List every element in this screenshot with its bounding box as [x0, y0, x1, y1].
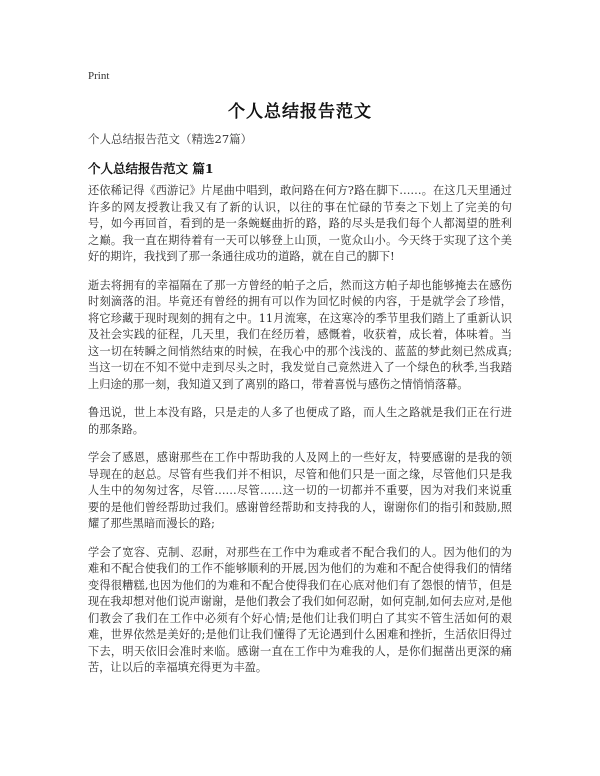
- document-subtitle: 个人总结报告范文（精选27篇）: [88, 132, 253, 146]
- document-body: [88, 183, 512, 689]
- paragraph-5: 学会了宽容、克制、忍耐，对那些在工作中为难或者不配合我们的人。因为他们的为难和不配合使我们的工作不能够顺利的开展,因为他们的为难和不配合使得我们的情绪变得很糟糕,也因为他们的为难和不配合使得我们在心底对他们有了怨恨的情节，但是现在我却想对他们说声谢谢，是他们教会了我们如何忍耐，如何克制,如何去应对,是他们教会了我们在工作中必须有个好心情;是他们让我们明白了其实不管生活如何的艰难，世界依然是美好的;是他们让我们懂得了无论遇到什么困难和挫折，生活依旧得过下去，明天依旧会准时来临。感谢一直在工作中为难我的人，是你们掘凿出更深的痛苦，让以后的幸福填充得更为丰盈。: [88, 545, 512, 674]
- paragraph-1: 还依稀记得《西游记》片尾曲中唱到，敢问路在何方?路在脚下……。在这几天里通过许多的网友授教让我又有了新的认识，以往的事在忙碌的节奏之下划上了完美的句号，如今再回首，看到的是一条蜿蜒曲折的路，路的尽头是我们每个人都渴望的胜利之巅。我一直在期待着有一天可以够登上山顶，一览众山小。今天终于实现了这个美好的期许，我找到了那一条通往成功的道路，就在自己的脚下!: [88, 184, 512, 263]
- page-title: 个人总结报告范文: [228, 102, 372, 122]
- paragraph-2: 逝去将拥有的幸福隔在了那一方曾经的帕子之后，然而这方帕子却也能够掩去在感伤时刻滴落的泪。毕竟还有曾经的拥有可以作为回忆时候的内容，于是就学会了珍惜，将它珍藏于现时现刻的拥有之中。11月流寒，在这寒冷的季节里我们踏上了重新认识及社会实践的征程，几天里，我们在经历着，感慨着，收获着，成长着，体味着。当这一切在转瞬之间悄然结束的时候，在我心中的那个浅浅的、蓝蓝的梦此刻已然成真;当这一切在不知不觉中走到尽头之时，我发觉自己竟然进入了一个绿色的秋季,当我踏上归途的那一刻，我知道又到了离别的路口，带着喜悦与感伤之情悄悄落幕。: [88, 278, 512, 391]
- print-link[interactable]: Print: [88, 70, 110, 82]
- paragraph-3: 鲁迅说，世上本没有路，只是走的人多了也便成了路，而人生之路就是我们正在行进的那条路。: [88, 406, 512, 436]
- paragraph-4: 学会了感恩，感谢那些在工作中帮助我的人及网上的一些好友，特要感谢的是我的领导现在的赵总。尽管有些我们并不相识，尽管和他们只是一面之缘，尽管他们只是我人生中的匆匆过客，尽管……尽管……这一切的一切都并不重要，因为对我们来说重要的是他们曾经帮助过我们。感谢曾经帮助和支持我的人，谢谢你们的指引和鼓励,照耀了那些黑暗而漫长的路;: [88, 451, 512, 530]
- section-heading: 个人总结报告范文 篇1: [88, 161, 214, 176]
